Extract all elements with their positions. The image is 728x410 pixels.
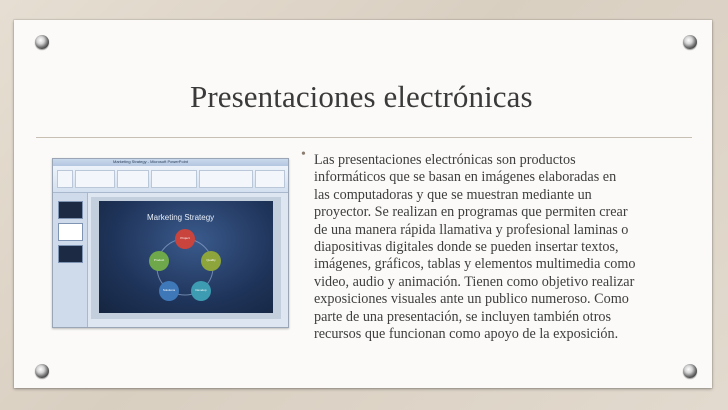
pushpin-icon <box>35 364 49 378</box>
slide-thumbnail <box>58 223 83 241</box>
slide-title: Presentaciones electrónicas <box>190 79 533 114</box>
body-line: recursos que funcionan como apoyo de la exposición. <box>314 326 619 343</box>
powerpoint-screenshot-image <box>52 158 289 328</box>
body-line: proyector. Se realizan en programas que permiten crear <box>314 204 628 221</box>
slide-thumbnail-panel <box>53 193 88 327</box>
slide-thumbnail <box>58 245 83 263</box>
pushpin-icon <box>683 35 697 49</box>
preview-slide-title: Marketing Strategy <box>147 213 215 222</box>
pushpin-icon <box>35 35 49 49</box>
diagram-node: Develop <box>191 281 211 301</box>
ribbon-toolbar <box>53 166 288 193</box>
body-line: parte de una presentación, se incluyen también otros <box>314 308 612 325</box>
body-line: video, audio y animación. Tienen como objetivo realizar <box>314 273 635 290</box>
body-line: exposiciones visuales ante un publico numeroso. Como <box>314 291 629 308</box>
window-titlebar <box>53 159 288 166</box>
title-divider <box>36 137 692 138</box>
diagram-node: Quality <box>201 251 221 271</box>
slide-thumbnail <box>58 201 83 219</box>
body-line: de una manera rápida llamativa y profesional laminas o <box>314 221 629 238</box>
body-paragraph <box>314 152 686 343</box>
body-line: diapositivas digitales donde se pueden insertar textos, <box>314 239 619 256</box>
diagram-node: Solutions <box>159 281 179 301</box>
body-line: informáticos que se basan en imágenes elaboradas en <box>314 169 617 186</box>
body-line: las computadoras y que se muestran mediante un <box>314 186 592 203</box>
diagram-node: Product <box>149 251 169 271</box>
diagram-node: Project <box>175 229 195 249</box>
bullet-marker: • <box>301 147 306 162</box>
pushpin-icon <box>683 364 697 378</box>
body-line: Las presentaciones electrónicas son productos <box>314 152 576 168</box>
body-line: imágenes, gráficos, tablas y elementos multimedia como <box>314 256 636 273</box>
window-title: Marketing Strategy - Microsoft PowerPoint <box>113 159 188 164</box>
slide-preview <box>99 201 273 313</box>
cycle-diagram <box>99 201 273 313</box>
